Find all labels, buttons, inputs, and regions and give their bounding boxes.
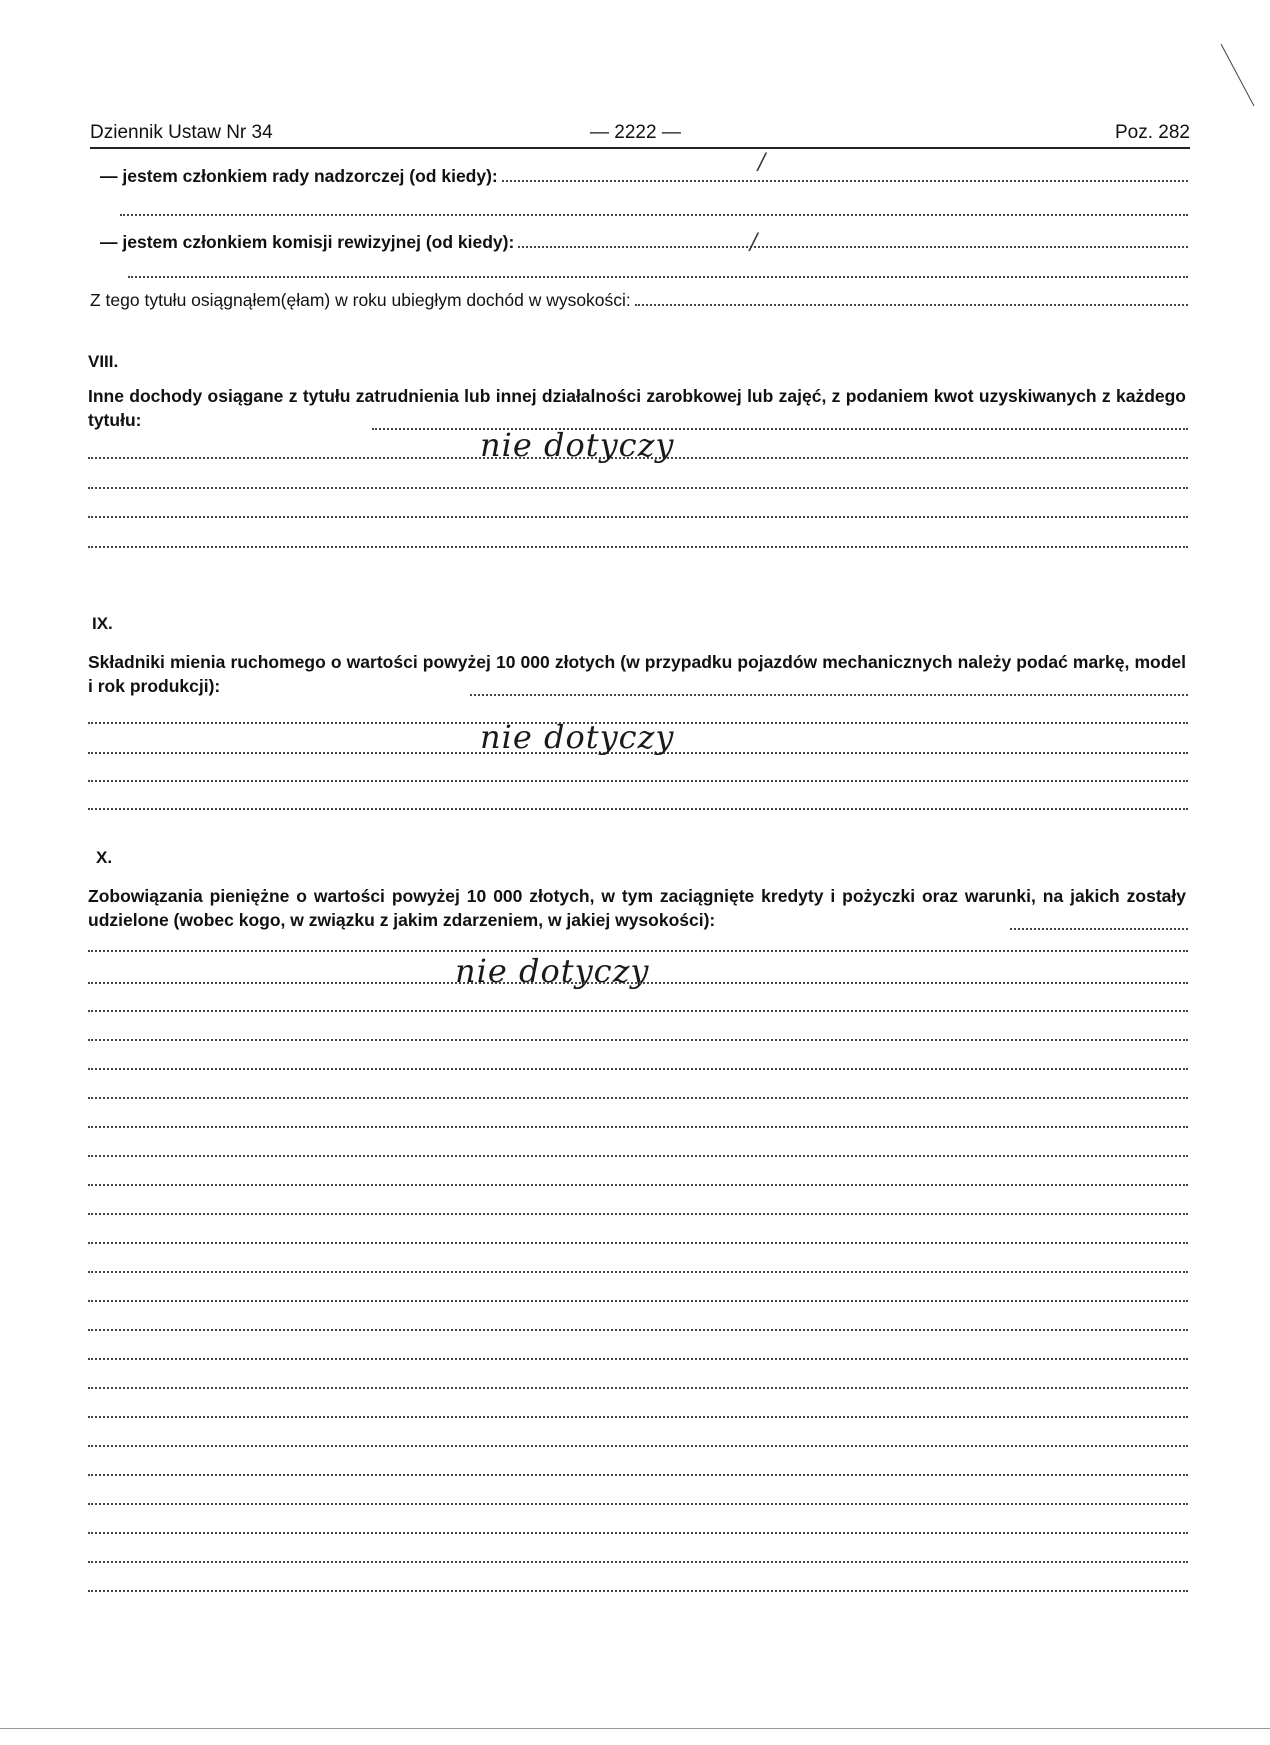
- journal-title: Dziennik Ustaw Nr 34: [90, 122, 273, 143]
- section-ix-line-4[interactable]: [88, 780, 1188, 782]
- section-x-line-2[interactable]: [88, 982, 1188, 984]
- section-x-line-23[interactable]: [88, 1590, 1188, 1592]
- scan-edge-mark: [1221, 44, 1255, 106]
- header-rule: [90, 147, 1190, 149]
- page-number: — 2222 —: [590, 122, 681, 143]
- section-x-description: Zobowiązania pieniężne o wartości powyżej 10 000 złotych, w tym zaciągnięte kredyty i pożyczki oraz warunki, na jakich zostały udzielone (wobec kogo, w związku z jakim zdarzeniem, w jakiej wysokości):: [88, 886, 1186, 930]
- audit-committee-answer: /: [750, 230, 758, 255]
- section-viii-line-5[interactable]: [88, 546, 1188, 548]
- supervisory-board-field[interactable]: [502, 180, 1188, 182]
- supervisory-board-line-2: [120, 214, 1188, 216]
- section-viii-line-4[interactable]: [88, 516, 1188, 518]
- income-field[interactable]: [635, 304, 1188, 306]
- section-x-number: X.: [96, 848, 113, 867]
- section-viii-line-3[interactable]: [88, 487, 1188, 489]
- section-x-line-16[interactable]: [88, 1387, 1188, 1389]
- section-x-text: [88, 884, 1186, 932]
- section-x-line-11[interactable]: [88, 1242, 1188, 1244]
- section-x-line-15[interactable]: [88, 1358, 1188, 1360]
- income-row: [90, 290, 1188, 311]
- supervisory-board-label: — jestem członkiem rady nadzorczej (od kiedy):: [100, 166, 498, 186]
- audit-committee-label: — jestem członkiem komisji rewizyjnej (od kiedy):: [100, 232, 515, 252]
- page-header: [90, 118, 1190, 148]
- section-x-line-14[interactable]: [88, 1329, 1188, 1331]
- section-ix-line-1[interactable]: [470, 694, 1188, 696]
- section-viii-description: Inne dochody osiągane z tytułu zatrudnienia lub innej działalności zarobkowej lub zajęć, z podaniem kwot uzyskiwanych z każdego tytułu:: [88, 386, 1186, 430]
- section-x-line-20[interactable]: [88, 1503, 1188, 1505]
- section-x-line-21[interactable]: [88, 1532, 1188, 1534]
- section-viii-text: [88, 384, 1186, 432]
- section-ix-number: IX.: [92, 614, 113, 633]
- section-x-line-9[interactable]: [88, 1184, 1188, 1186]
- section-x-line-0[interactable]: [1010, 928, 1188, 930]
- section-x-line-5[interactable]: [88, 1068, 1188, 1070]
- scan-bottom-edge: [0, 1728, 1270, 1729]
- section-x-line-8[interactable]: [88, 1155, 1188, 1157]
- section-x-line-10[interactable]: [88, 1213, 1188, 1215]
- section-ix-text: [88, 650, 1186, 698]
- section-viii-number: VIII.: [88, 352, 119, 371]
- audit-committee-line-2: [128, 276, 1188, 278]
- position-number: Poz. 282: [1115, 122, 1190, 143]
- audit-committee-field[interactable]: [518, 246, 1188, 248]
- section-x-line-12[interactable]: [88, 1271, 1188, 1273]
- section-ix-line-5[interactable]: [88, 808, 1188, 810]
- section-ix-description: Składniki mienia ruchomego o wartości powyżej 10 000 złotych (w przypadku pojazdów mechanicznych należy podać markę, model i rok produkcji):: [88, 652, 1186, 696]
- supervisory-board-answer: /: [758, 150, 766, 175]
- section-ix-answer: nie dotyczy: [480, 718, 675, 756]
- section-x-line-6[interactable]: [88, 1097, 1188, 1099]
- section-x-line-7[interactable]: [88, 1126, 1188, 1128]
- supervisory-board-row: [100, 166, 1188, 187]
- section-x-answer: nie dotyczy: [455, 952, 650, 990]
- income-label: Z tego tytułu osiągnąłem(ęłam) w roku ubiegłym dochód w wysokości:: [90, 290, 631, 310]
- audit-committee-row: [100, 232, 1188, 253]
- section-viii-answer: nie dotyczy: [480, 426, 675, 464]
- section-x-line-4[interactable]: [88, 1039, 1188, 1041]
- section-x-line-3[interactable]: [88, 1010, 1188, 1012]
- section-x-line-13[interactable]: [88, 1300, 1188, 1302]
- section-x-line-17[interactable]: [88, 1416, 1188, 1418]
- section-x-line-22[interactable]: [88, 1561, 1188, 1563]
- section-x-line-19[interactable]: [88, 1474, 1188, 1476]
- section-x-line-18[interactable]: [88, 1445, 1188, 1447]
